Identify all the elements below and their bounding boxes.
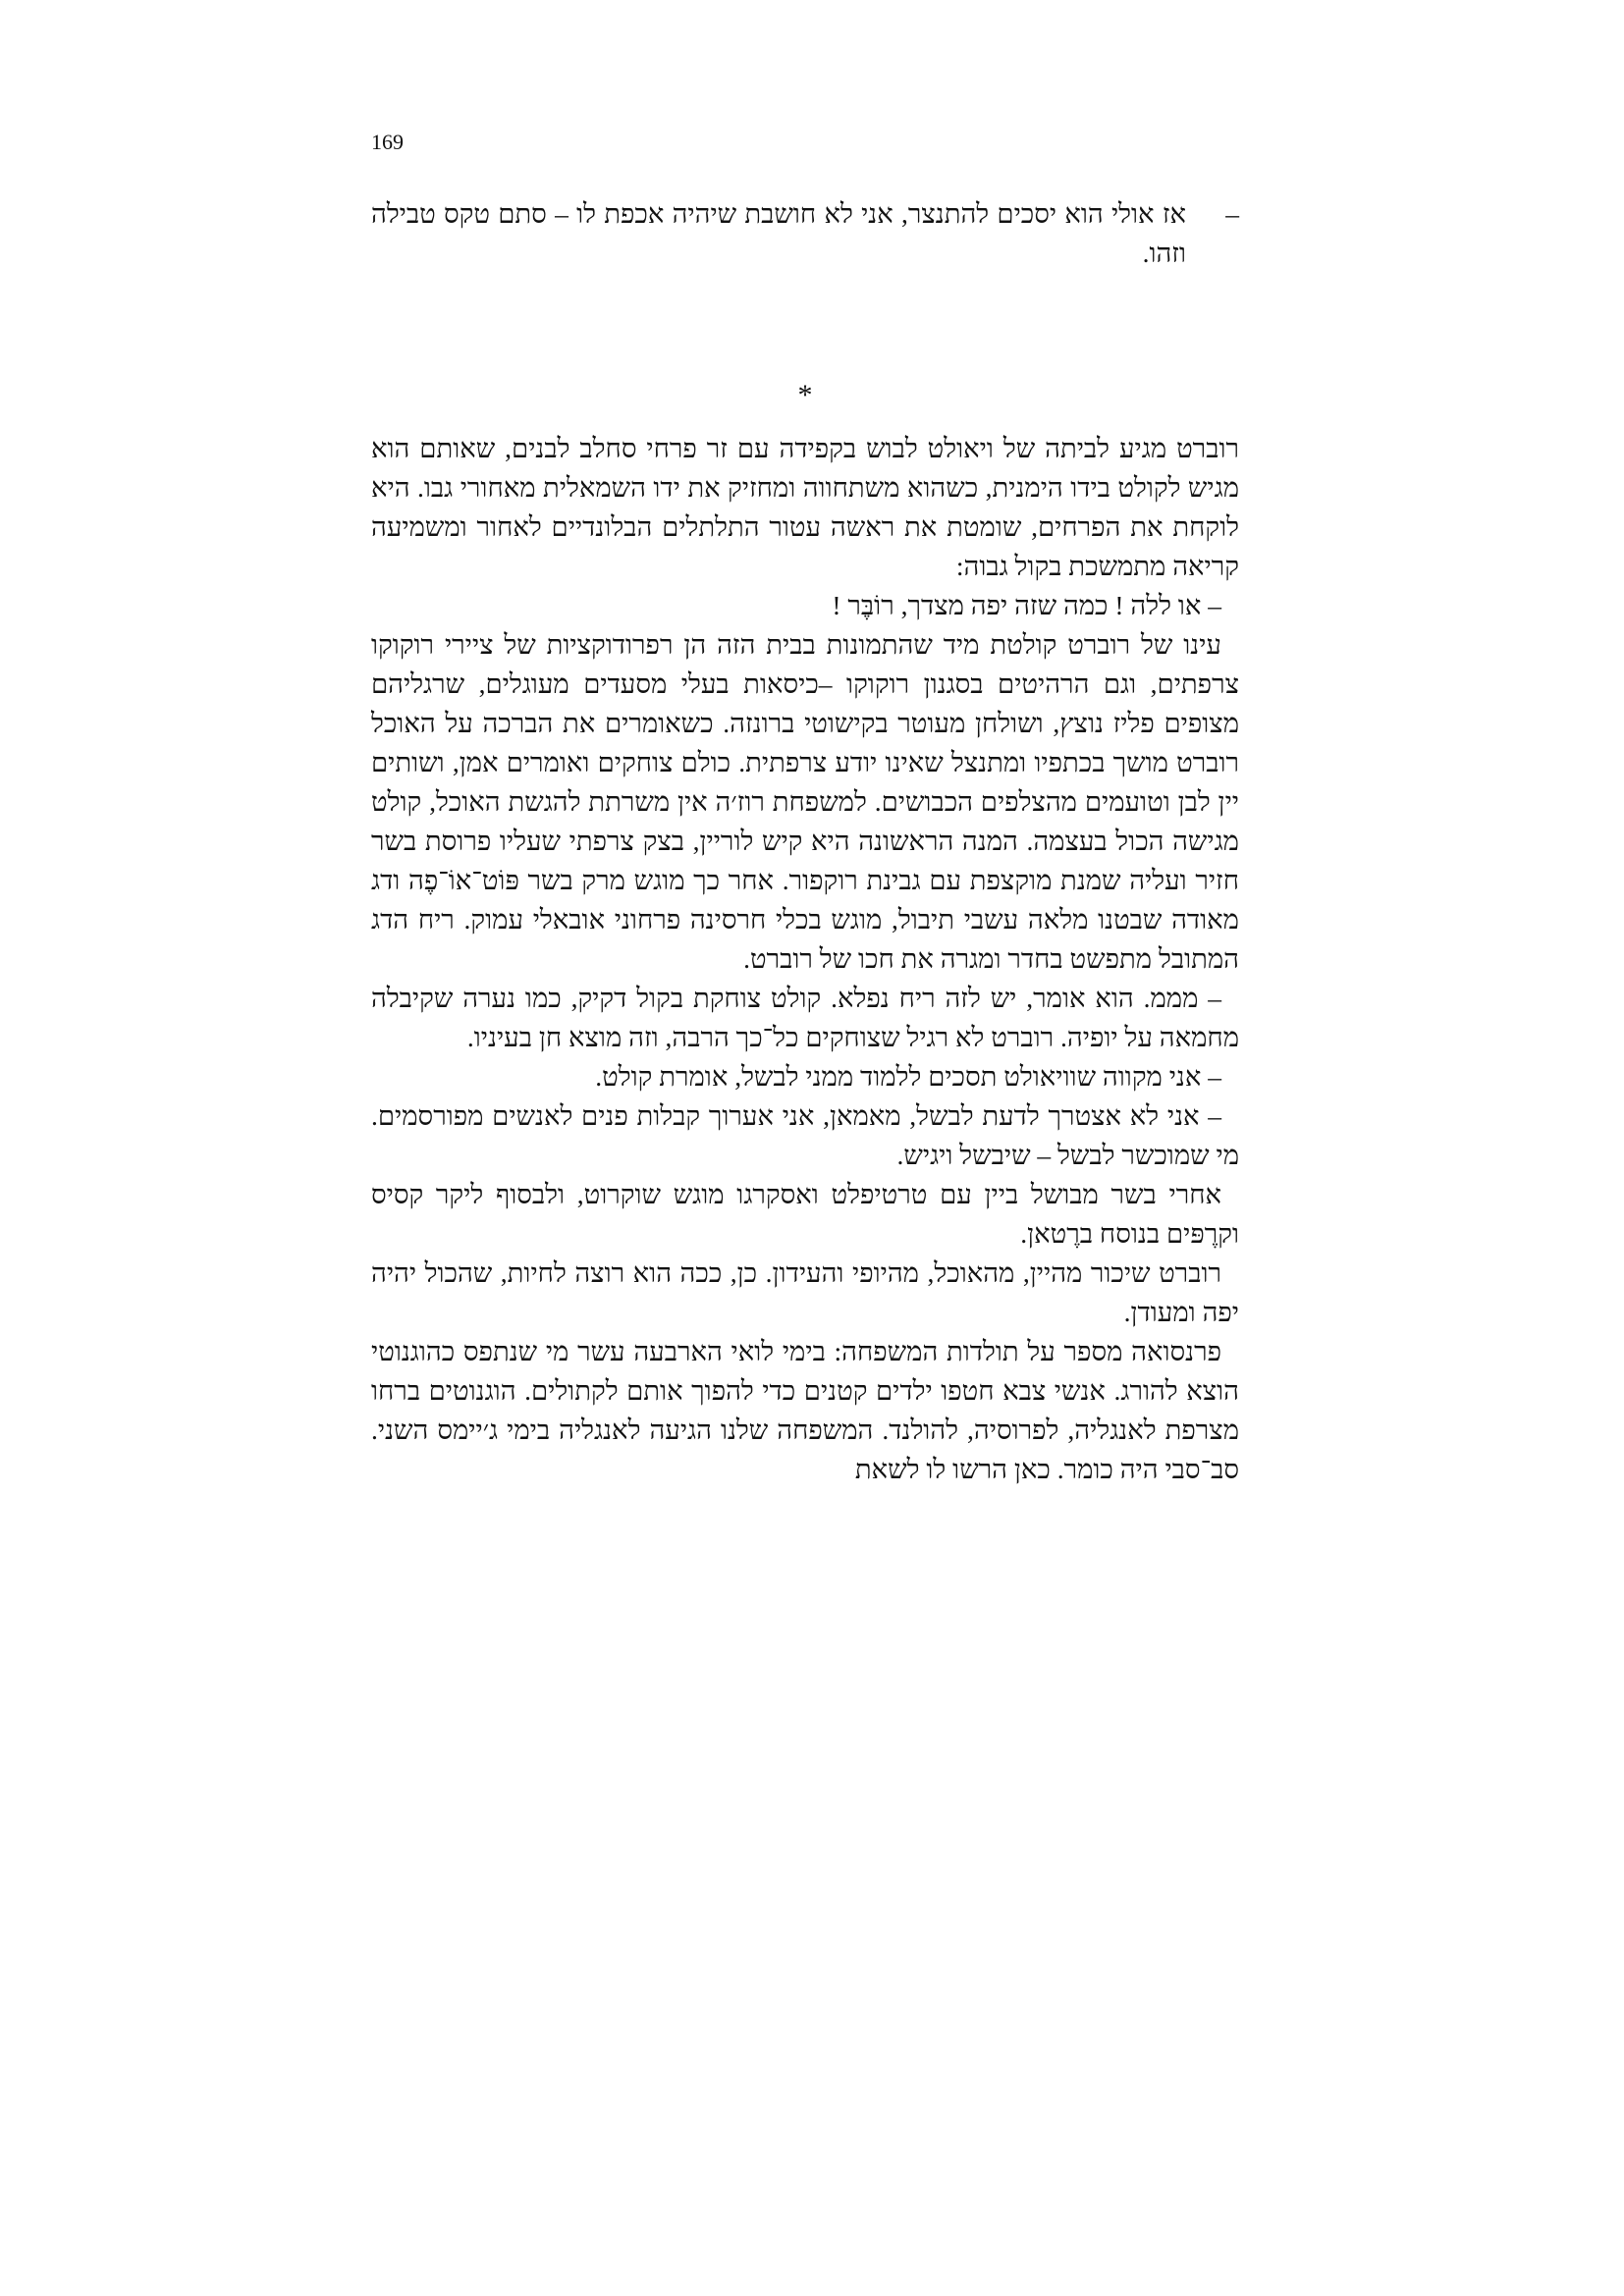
paragraph-7: אחרי בשר מבושל ביין עם טרטיפלט ואסקרגו מוגש שוקרוט, ולבסוף ליקר קסיס וקרֶפּים בנוסח ברֶטאן. xyxy=(371,1179,1239,1249)
opening-dialogue xyxy=(371,194,1239,273)
paragraph-4: – מממ. הוא אומר, יש לזה ריח נפלא. קולט צוחקת בקול דקיק, כמו נערה שקיבלה מחמאה על יופיה. רוברט לא רגיל שצוחקים כל־כך הרבה, וזה מוצא חן בעיניו. xyxy=(371,983,1239,1052)
dialogue-line xyxy=(371,194,1239,273)
page-number: 169 xyxy=(371,130,404,154)
dialogue-text: אז אולי הוא יסכים להתנצר, אני לא חושבת שיהיה אכפת לו – סתם טקס טבילה וזהו. xyxy=(371,198,1186,268)
paragraph-6: – אני לא אצטרך לדעת לבשל, מאמאן, אני אערוך קבלות פנים לאנשים מפורסמים. מי שמוכשר לבשל – שיבשל ויגיש. xyxy=(371,1100,1239,1170)
paragraph-5: – אני מקווה שוויאולט תסכים ללמוד ממני לבשל, אומרת קולט. xyxy=(595,1061,1221,1092)
dialogue-dash: – xyxy=(1225,198,1239,229)
main-text xyxy=(371,429,1239,1489)
paragraph-9: פרנסואה מספר על תולדות המשפחה: בימי לואי הארבעה עשר מי שנתפס כהוגנוטי הוצא להורג. אנשי צבא חטפו ילדים קטנים כדי להפוך אותם לקתולים. הוגנוטים ברחו מצרפת לאנגליה, לפרוסיה, להולנד. המשפחה שלנו הגיעה לאנגליה בימי ג׳יימס השני. סב־סבי היה כומר. כאן הרשו לו לשאת xyxy=(371,1336,1239,1484)
paragraph-8: רוברט שיכור מהיין, מהאוכל, מהיופי והעידון. כן, ככה הוא רוצה לחיות, שהכול יהיה יפה ומעודן. xyxy=(371,1257,1239,1327)
paragraph-2: – או ללה ! כמה שזה יפה מצדך, רוֹבֶּר ! xyxy=(832,590,1221,620)
paragraph-1: רוברט מגיע לביתה של ויאולט לבוש בקפידה עם זר פרחי סחלב לבנים, שאותם הוא מגיש לקולט בידו הימנית, כשהוא משתחווה ומחזיק את ידו השמאלית מאחורי גבו. היא לוקחת את הפרחים, שומטת את ראשה עטור התלתלים הבלונדיים לאחור ומשמיעה קריאה מתמשכת בקול גבוה: xyxy=(371,433,1239,581)
paragraph-3: עינו של רוברט קולטת מיד שהתמונות בבית הזה הן רפרודוקציות של ציירי רוקוקו צרפתים, וגם הרהיטים בסגנון רוקוקו –כיסאות בעלי מסעדים מעוגלים, שרגליהם מצופים פליז נוצץ, ושולחן מעוטר בקישוטי ברונזה. כשאומרים את הברכה על האוכל רוברט מושך בכתפיו ומתנצל שאינו יודע צרפתית. כולם צוחקים ואומרים אמן, ושותים יין לבן וטועמים מהצלפים הכבושים. למשפחת רוז׳ה אין משרתת להגשת האוכל, קולט מגישה הכול בעצמה. המנה הראשונה היא קיש לוריין, בצק צרפתי שעליו פרוסת בשר חזיר ועליה שמנת מוקצפת עם גבינת רוקפור. אחר כך מוגש מרק בשר פּוֹט־אוֹ־פֶה ודג מאודה שבטנו מלאה עשבי תיבול, מוגש בכלי חרסינה פרחוני אובאלי עמוק. ריח הדג המתובל מתפשט בחדר ומגרה את חכו של רוברט. xyxy=(371,629,1239,974)
section-separator: * xyxy=(797,379,813,411)
